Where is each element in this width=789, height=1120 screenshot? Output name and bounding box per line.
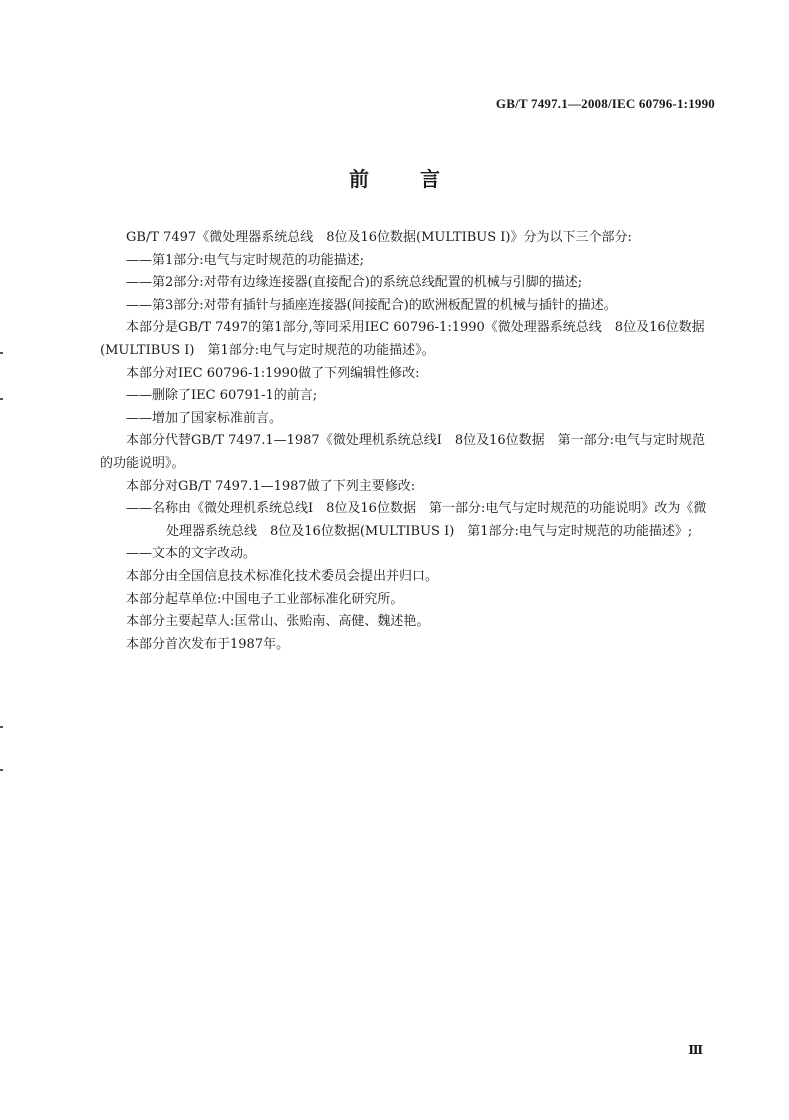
list-item-change-2: ——文本的文字改动。 <box>126 546 257 562</box>
list-item-part-3: ——第3部分:对带有插针与插座连接器(间接配合)的欧洲板配置的机械与插针的描述。 <box>126 297 617 313</box>
paragraph-drafters: 本部分主要起草人:匡常山、张贻南、高健、魏述艳。 <box>126 614 430 630</box>
document-code: GB/T 7497.1—2008/IEC 60796-1:1990 <box>495 96 715 111</box>
paragraph-drafting-unit: 本部分起草单位:中国电子工业部标准化研究所。 <box>126 591 404 607</box>
paragraph-first-issue: 本部分首次发布于1987年。 <box>126 636 290 652</box>
paragraph-intro: GB/T 7497《微处理器系统总线 8位及16位数据(MULTIBUS Ⅰ)》分为以下三个部分: <box>126 230 632 245</box>
list-item-part-1: ——第1部分:电气与定时规范的功能描述; <box>126 252 365 268</box>
paragraph-proposer: 本部分由全国信息技术标准化技术委员会提出并归口。 <box>126 568 439 584</box>
paragraph-main-changes: 本部分对GB/T 7497.1—1987做了下列主要修改: <box>126 478 416 494</box>
scan-edge-mark <box>0 769 3 771</box>
foreword-body <box>100 227 718 656</box>
scan-edge-mark <box>0 398 3 400</box>
list-item-change-1: ——名称由《微处理机系统总线Ⅰ 8位及16位数据 第一部分:电气与定时规范的功能说明》改为《微处理器系统总线 8位及16位数据(MULTIBUS Ⅰ) 第1部分:电气与定时规范的功能描述》; <box>126 501 707 539</box>
scan-edge-mark <box>0 726 3 728</box>
paragraph-replaces: 本部分代替GB/T 7497.1—1987《微处理机系统总线Ⅰ 8位及16位数据 第一部分:电气与定时规范的功能说明》。 <box>100 433 706 471</box>
paragraph-adoption: 本部分是GB/T 7497的第1部分,等同采用IEC 60796-1:1990《微处理器系统总线 8位及16位数据(MULTIBUS Ⅰ) 第1部分:电气与定时规范的功能描述》。 <box>100 320 705 358</box>
list-item-part-2: ——第2部分:对带有边缘连接器(直接配合)的系统总线配置的机械与引脚的描述; <box>126 275 583 291</box>
scan-edge-mark <box>0 352 3 354</box>
page-number: Ⅲ <box>688 1043 703 1057</box>
list-item-editorial-2: ——增加了国家标准前言。 <box>126 410 283 426</box>
list-item-editorial-1: ——删除了IEC 60791-1的前言; <box>126 388 318 404</box>
page-title: 前 言 <box>349 167 462 191</box>
paragraph-editorial-changes: 本部分对IEC 60796-1:1990做了下列编辑性修改: <box>126 365 420 381</box>
